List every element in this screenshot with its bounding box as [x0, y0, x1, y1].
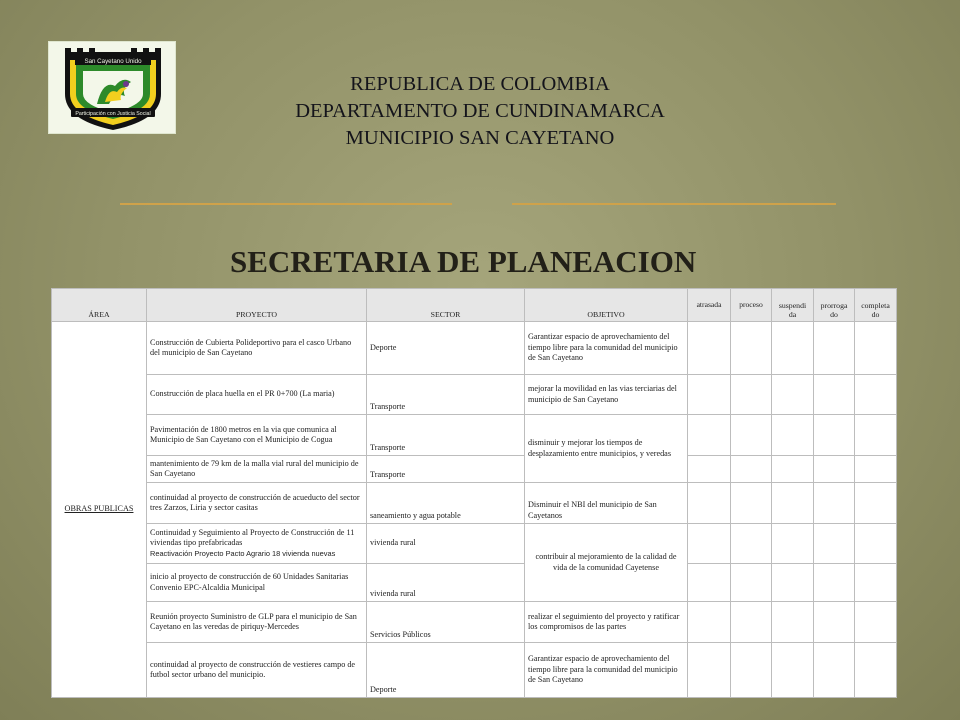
sector-cell: Servicios Públicos — [367, 602, 525, 643]
column-header-area: ÁREA — [52, 289, 147, 322]
status-cell — [855, 524, 897, 564]
logo-top-text: San Cayetano Unido — [84, 58, 142, 65]
status-cell — [688, 564, 731, 602]
status-cell — [772, 483, 814, 524]
area-cell — [52, 322, 147, 698]
status-cell — [731, 456, 772, 483]
divider-line-right — [512, 203, 836, 205]
proyecto-cell: Pavimentación de 1800 metros en la via que comunica al Municipio de San Cayetano con el Municipio de Cogua — [147, 415, 367, 456]
status-cell — [731, 375, 772, 415]
status-cell — [855, 322, 897, 375]
header-municipality: MUNICIPIO SAN CAYETANO — [345, 127, 615, 149]
objetivo-cell: mejorar la movilidad en las vias terciarias del municipio de San Cayetano — [525, 375, 688, 415]
column-header-objetivo: OBJETIVO — [525, 289, 688, 322]
status-cell — [688, 375, 731, 415]
table-row — [52, 322, 897, 375]
column-header-proyecto: PROYECTO — [147, 289, 367, 322]
column-header-prorrogado: prorroga do — [814, 289, 855, 322]
projects-table — [51, 288, 897, 698]
table-row — [52, 483, 897, 524]
municipal-logo — [48, 41, 176, 134]
objetivo-cell: realizar el seguimiento del proyecto y ratificar los compromisos de las partes — [525, 602, 688, 643]
status-cell — [814, 643, 855, 698]
sector-cell: Deporte — [367, 322, 525, 375]
status-cell — [688, 643, 731, 698]
status-cell — [772, 322, 814, 375]
proyecto-cell: Construcción de placa huella en el PR 0+700 (La maria) — [147, 375, 367, 415]
status-cell — [688, 456, 731, 483]
proyecto-text: Continuidad y Seguimiento al Proyecto de Construcción de 11 viviendas tipo prefabricadas — [150, 527, 355, 548]
proyecto-cell: mantenimiento de 79 km de la malla vial rural del municipio de San Cayetano — [147, 456, 367, 483]
status-cell — [731, 602, 772, 643]
table-row — [52, 564, 897, 602]
status-cell — [772, 456, 814, 483]
proyecto-cell: Reunión proyecto Suministro de GLP para el municipio de San Cayetano en las veredas de piriquy-Mercedes — [147, 602, 367, 643]
status-cell — [855, 564, 897, 602]
objetivo-cell: Garantizar espacio de aprovechamiento del tiempo libre para la comunidad del municipio de San Cayetano — [525, 643, 688, 698]
status-cell — [772, 524, 814, 564]
table-row — [52, 524, 897, 564]
objetivo-cell: disminuir y mejorar los tiempos de desplazamiento entre municipios, y veredas — [525, 415, 688, 483]
divider-line-left — [120, 203, 452, 205]
status-cell — [731, 564, 772, 602]
proyecto-cell: continuidad al proyecto de construcción de vestieres campo de futbol sector urbano del municipio. — [147, 643, 367, 698]
status-cell — [814, 322, 855, 375]
column-header-completado: completa do — [855, 289, 897, 322]
status-cell — [855, 375, 897, 415]
area-name: OBRAS PUBLICAS — [64, 504, 134, 514]
proyecto-cell: inicio al proyecto de construcción de 60 Unidades Sanitarias Convenio EPC-Alcaldia Municipal — [147, 564, 367, 602]
status-cell — [814, 415, 855, 456]
column-header-atrasada: atrasada — [688, 289, 731, 322]
table-header-row — [52, 289, 897, 322]
column-header-proceso: proceso — [731, 289, 772, 322]
status-cell — [814, 564, 855, 602]
sector-cell: Transporte — [367, 415, 525, 456]
sector-cell: Deporte — [367, 643, 525, 698]
status-cell — [814, 456, 855, 483]
status-cell — [772, 564, 814, 602]
status-cell — [814, 524, 855, 564]
sector-cell: Transporte — [367, 375, 525, 415]
section-title-text: SECRETARIA DE PLANEACION — [230, 244, 697, 279]
proyecto-cell: continuidad al proyecto de construcción de acueducto del sector tres Zarzos, Liria y sector casitas — [147, 483, 367, 524]
header-department: DEPARTAMENTO DE CUNDINAMARCA — [295, 100, 665, 122]
table-row — [52, 456, 897, 483]
status-cell — [772, 643, 814, 698]
status-cell — [731, 524, 772, 564]
status-cell — [731, 322, 772, 375]
status-cell — [814, 483, 855, 524]
logo-bottom-text: Participación con Justicia Social — [75, 111, 151, 117]
sector-cell: vivienda rural — [367, 524, 525, 564]
status-cell — [855, 483, 897, 524]
objetivo-cell: contribuir al mejoramiento de la calidad de vida de la comunidad Cayetense — [525, 524, 688, 602]
status-cell — [688, 602, 731, 643]
status-cell — [688, 415, 731, 456]
objetivo-cell: Garantizar espacio de aprovechamiento del tiempo libre para la comunidad del municipio de San Cayetano — [525, 322, 688, 375]
status-cell — [855, 643, 897, 698]
status-cell — [731, 415, 772, 456]
status-cell — [772, 375, 814, 415]
coat-of-arms-icon — [57, 46, 169, 132]
sector-cell: saneamiento y agua potable — [367, 483, 525, 524]
page-header — [200, 71, 760, 152]
status-cell — [731, 483, 772, 524]
status-cell — [688, 483, 731, 524]
table-row — [52, 415, 897, 456]
status-cell — [814, 375, 855, 415]
table-row — [52, 602, 897, 643]
status-cell — [731, 643, 772, 698]
table-row — [52, 643, 897, 698]
ornament-icon — [451, 188, 511, 222]
status-cell — [688, 524, 731, 564]
status-cell — [688, 322, 731, 375]
status-cell — [772, 602, 814, 643]
proyecto-cell — [147, 524, 367, 564]
status-cell — [855, 415, 897, 456]
section-title — [220, 244, 780, 284]
status-cell — [772, 415, 814, 456]
objetivo-cell: Disminuir el NBI del municipio de San Cayetanos — [525, 483, 688, 524]
sector-cell: Transporte — [367, 456, 525, 483]
sector-cell: vivienda rural — [367, 564, 525, 602]
proyecto-extra-text: Reactivación Proyecto Pacto Agrario 18 vivienda nuevas — [150, 548, 336, 558]
column-header-sector: SECTOR — [367, 289, 525, 322]
proyecto-cell: Construcción de Cubierta Polideportivo para el casco Urbano del municipio de San Cayetano — [147, 322, 367, 375]
column-header-suspendida: suspendi da — [772, 289, 814, 322]
status-cell — [855, 456, 897, 483]
status-cell — [855, 602, 897, 643]
table-row — [52, 375, 897, 415]
header-country: REPUBLICA DE COLOMBIA — [350, 73, 610, 95]
status-cell — [814, 602, 855, 643]
